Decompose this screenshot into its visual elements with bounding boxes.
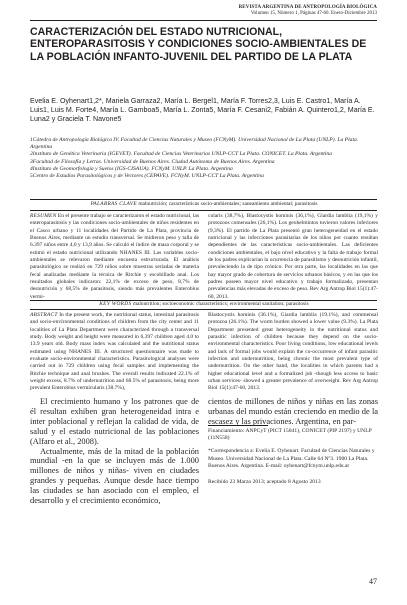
- footnotes: [208, 428, 378, 486]
- body-paragraph: El crecimiento humano y los patrones que de él resultan exhiben gran heterogeneidad intra e inter poblacional y reflejan la calidad de vida, de salud y el estado nutricional de las poblaciones (Alfaro et al., 2008).: [30, 397, 199, 446]
- section-rule: [30, 210, 377, 211]
- body-right-column: [208, 397, 378, 427]
- keywords-es-text: malnutrición; características socio-ambientales; saneamiento ambiental; parasitosis: [138, 201, 318, 207]
- body-left-column: [30, 397, 199, 506]
- resumen-text-left: En el presente trabajo se caracterizaron el estado nutricional, las enteroparasitosis y las condiciones socio-ambientales de niños residentes en el Casco urbano y 11 localidades del Partido de La Plata, provincia de Buenos Aires, mediante un estudio transversal. Se midieron peso y talla de 6.397 niños entre 4,0 y 13,9 años. Se calculó el índice de masa corporal y se estimó el estado nutricional utilizando NHANES III. Las variables socio-ambientales se relevaron mediante encuesta estructurada. El análisis parasitológico se realizó en 729 niños sobre muestras seriadas de materia fecal analizadas mediante la técnica de Ritchie y escobillado anal. Los resultados globales indicaron: 22,1% de exceso de peso, 8,7% de desnutrición y 68,5% de parasitosis, siendo más prevalentes Enterobius vermi-: [30, 213, 199, 300]
- resumen-text-right: cularis (38,7%), Blastocystis hominis (36,1%), Giardia lamblia (19,1%) y protozoos comensales (26,1%). Los geohelmintos tuvieron valores inferiores (9,3%). El partido de La Plata presentó gran heterogeneidad en el estado nutricional y las infecciones parasitarias de los niños por cuanto resultan dependientes de las características socio-ambientales. Las deficientes condiciones ambientales, el bajo nivel educativo y la falta de trabajo formal de los padres explicarían la ocurrencia de parasitismo y desnutrición infantil, prevaleciendo la de tipo crónico. Por otra parte, las localidades en las que hay mayor grado de cobertura de servicios urbanos básicos, y en las que los padres poseen mayor nivel educativo y trabajo formalizado, presentan prevalencias más elevadas de exceso de peso. Rev Arg Antrop Biol 15(1):47-60, 2013.: [208, 213, 378, 300]
- resumen-right-column: [208, 213, 378, 301]
- keywords-es-label: PALABRAS CLAVE: [90, 201, 137, 207]
- keywords-en-label: KEY WORDS: [99, 301, 132, 307]
- affiliation-item: 3Facultad de Filosofía y Letras. Universidad de Buenos Aires. Ciudad Autónoma de Buenos Aires. Argentina: [30, 158, 275, 165]
- resumen-left-column: [30, 213, 199, 301]
- keywords-es: [30, 201, 378, 208]
- abstract-right-column: [208, 312, 378, 393]
- page-number: 47: [369, 577, 377, 586]
- header-rule: [30, 20, 377, 21]
- affiliations: [30, 137, 380, 180]
- body-paragraph: cientos de millones de niños y niñas en las zonas urbanas del mundo están creciendo en medio de la escasez y las privaciones. Argentina, en par-: [208, 397, 378, 426]
- journal-header: [239, 5, 377, 17]
- resumen-label: RESUMEN: [30, 213, 57, 219]
- keywords-en-text: malnutrition; socioeconomic characteristics; environmental sanitation; parasitosis: [132, 301, 309, 307]
- abstract-text-right: Blastocystis hominis (36.1%), Giardia lamblia (19.1%), and commensal protozoa (26.1%). The worm burden showed a lower value (9.3%). La Plata Department presented great heterogeneity in the nutritional status and parasitic infection of children because they depend on the socio-environmental characteristics. Poor living conditions, low educational levels and lack of formal jobs would explain the co-occurrence of infant parasitic infection and undernutrition, being chronic the most prevalent type of undernutrition. On the other hand, the localities in which parents had a higher educational level and a formalized job -though less access to basic urban services- showed a greater prevalence of overweight. Rev Arg Antrop Biol 15(1):47-60, 2013.: [208, 312, 378, 392]
- affiliation-item: 2Instituto de Genética Veterinaria (IGEVET). Facultad de Ciencias Veterinarias UNLP-CCT La Plata. CONICET. La Plata. Argentina: [30, 151, 332, 158]
- keywords-en: [30, 301, 378, 308]
- affiliation-item: 5Centro de Estudios Parasitológicos y de Vectores (CEPAVE). FCNyM. UNLP-CCT La Plata. Argentina: [30, 173, 264, 180]
- body-paragraph: Actualmente, más de la mitad de la población mundial -en la que se incluyen más de 1.000 millones de niños y niñas- viven en ciudades grandes y pequeñas. Aunque desde hace tiempo las ciudades se han asociado con el empleo, el desarrollo y el crecimiento económico,: [30, 446, 199, 506]
- affiliation-item: 1Cátedra de Antropología Biológica IV. Facultad de Ciencias Naturales y Museo (FCNyM). Universidad Nacional de La Plata (UNLP). La Plata. Argentina: [30, 137, 359, 150]
- section-rule: [30, 309, 377, 310]
- article-title: CARACTERIZACIÓN DEL ESTADO NUTRICIONAL, ENTEROPARASITOSIS Y CONDICIONES SOCIO-AMBIENTALES DE LA POBLACIÓN INFANTO-JUVENIL DEL PARTIDO DE LA PLATA: [30, 26, 367, 63]
- abstract-label: ABSTRACT: [30, 312, 58, 318]
- affiliation-item: 4Instituto de Geomorfología y Suelos (IGS-CISAUA). FCNyM. UNLP. La Plata. Argentina: [30, 165, 233, 172]
- journal-name: REVISTA ARGENTINA DE ANTROPOLOGÍA BIOLÓGICA: [238, 5, 377, 10]
- journal-issue: Volumen 15, Número 1, Páginas 47-60. Enero-Diciembre 2013: [250, 11, 377, 16]
- footnote-rule: [208, 425, 268, 426]
- section-rule: [30, 199, 377, 200]
- author-list: Evelia E. Oyhenart1,2*, Mariela Garraza2, María L. Bergel1, María F. Torres2,3, Luis E. Castro1, María A. Luis1, Luis M. Forte4, María L. Gamboa5, María L. Zonta5, María F. Cesani2, Fabián A. Quintero1,2, María E. Luna2 y Graciela T. Navone5: [30, 97, 375, 123]
- abstract-left-column: [30, 312, 199, 393]
- funding-note: Financiamiento: ANPCyT (PICT 15041), CONICET (PIP 2197) y UNLP (11N558): [208, 428, 372, 442]
- correspondence-note: *Correspondencia a: Evelia E. Oyhenart. Facultad de Ciencias Naturales y Museo. Universidad Nacional de La Plata. Calle 64 Nº3. 1900 La Plata. Buenos Aires. Argentina. E-mail: oyhenart@fcnym.unlp.edu.ar: [208, 448, 375, 469]
- abstract-text-left: In the present work, the nutritional status, intestinal parasitosis and socio-environmental conditions of children from the city center and 11 localities of La Plata Department were characterized through a transversal study. Body weight and height were measured in 6,397 children aged 4.0 to 13.9 years old. Body mass index was calculated and the nutritional status estimated using NHANES III. A structured questionnaire was made to evaluate socio-environmental characteristics. Parasitological analyses were carried out in 729 children using fecal samples and implementing the Ritchie technique and anal brushes. The overall results indicated 22.1% of weight excess, 8.7% of undernutrition and 68.5% of parasitosis, being more prevalent Enterobius vermicularis (38.7%),: [30, 312, 200, 392]
- received-dates: Recibido 23 Marzo 2013; aceptado 8 Agosto 2013: [208, 479, 321, 486]
